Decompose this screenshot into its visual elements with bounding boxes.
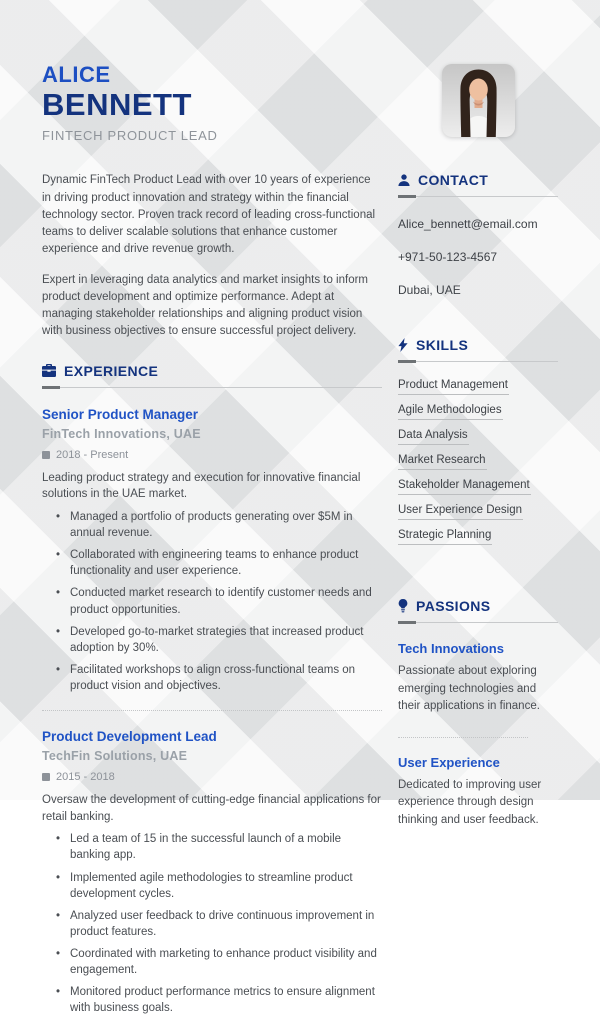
role-title: FINTECH PRODUCT LEAD <box>42 128 218 144</box>
job-bullet-list <box>42 831 382 1016</box>
passions-heading-rule <box>398 621 558 624</box>
skills-section <box>398 337 558 554</box>
experience-divider <box>42 710 382 711</box>
calendar-icon <box>42 773 50 781</box>
job-date-row <box>42 771 382 783</box>
job-dates: 2018 - Present <box>56 448 129 461</box>
job-bullet: • Collaborated with engineering teams to enhance product functionality and user experience. <box>42 547 382 579</box>
summary <box>42 172 382 340</box>
job-bullet: • Led a team of 15 in the successful launch of a mobile banking app. <box>42 831 382 863</box>
first-name: ALICE <box>42 62 111 87</box>
passion-description: Passionate about exploring emerging technologies and their applications in finance. <box>398 665 540 712</box>
skill-tag: User Experience Design <box>398 504 523 520</box>
job-title: Senior Product Manager <box>42 406 199 422</box>
skill-tag: Product Management <box>398 379 509 395</box>
last-name: BENNETT <box>42 87 192 122</box>
summary-paragraph-1: Dynamic FinTech Product Lead with over 10 years of experience in driving product innovation and strategy within the financial technology sector. Proven track record of leading cross-functional teams to deliver scalable solutions that enhance customer experience and drive revenue growth. <box>42 174 376 256</box>
job-description: Oversaw the development of cutting-edge financial applications for retail banking. <box>42 794 381 823</box>
contact-location: Dubai, UAE <box>398 283 461 298</box>
contact-heading-label: CONTACT <box>418 172 489 189</box>
skill-tag: Data Analysis <box>398 429 469 445</box>
skill-tag: Strategic Planning <box>398 529 492 545</box>
job-description: Leading product strategy and execution for innovative financial solutions in the UAE market. <box>42 471 361 501</box>
passion-user-experience <box>398 755 558 829</box>
passion-description: Dedicated to improving user experience through design thinking and user feedback. <box>398 779 542 826</box>
job-bullet: • Managed a portfolio of products generating over $5M in annual revenue. <box>42 509 382 541</box>
job-bullet: • Developed go-to-market strategies that increased product adoption by 30%. <box>42 624 382 656</box>
skills-list <box>398 379 558 554</box>
contact-phone: +971-50-123-4567 <box>398 250 498 265</box>
passion-title: User Experience <box>398 755 500 771</box>
calendar-icon <box>42 451 50 459</box>
job-date-row <box>42 449 382 461</box>
experience-section <box>42 363 382 1016</box>
person-icon <box>398 174 410 187</box>
job-bullet-list <box>42 509 382 694</box>
contact-email: Alice_bennett@email.com <box>398 217 538 232</box>
skills-heading-label: SKILLS <box>416 337 469 354</box>
passions-heading <box>398 598 558 614</box>
lightning-icon <box>398 338 408 352</box>
job-bullet: • Implemented agile methodologies to streamline product development cycles. <box>42 870 382 902</box>
briefcase-icon <box>42 364 56 377</box>
lightbulb-icon <box>398 599 408 613</box>
contact-heading <box>398 172 558 188</box>
contact-heading-rule <box>398 195 558 198</box>
experience-heading-label: EXPERIENCE <box>64 362 159 379</box>
job-company: FinTech Innovations, UAE <box>42 426 201 441</box>
job-entry-product-development-lead <box>42 729 382 1016</box>
experience-heading-rule <box>42 386 382 389</box>
header <box>42 62 558 143</box>
passions-divider <box>398 737 528 738</box>
job-bullet: • Analyzed user feedback to drive continuous improvement in product features. <box>42 908 382 940</box>
main-columns <box>42 172 558 1016</box>
job-bullet: • Facilitated workshops to align cross-functional teams on product vision and objectives. <box>42 662 382 694</box>
left-column <box>42 172 382 1016</box>
profile-photo <box>442 64 515 137</box>
contact-section <box>398 172 558 297</box>
right-column <box>398 172 558 1016</box>
contact-list <box>398 217 558 297</box>
experience-heading <box>42 363 382 379</box>
job-bullet: • Monitored product performance metrics to ensure alignment with business goals. <box>42 984 382 1016</box>
passion-tech-innovations <box>398 641 558 715</box>
skill-tag: Market Research <box>398 454 487 470</box>
passions-heading-label: PASSIONS <box>416 598 491 615</box>
job-dates: 2015 - 2018 <box>56 771 115 783</box>
name-block <box>42 62 218 143</box>
job-company: TechFin Solutions, UAE <box>42 749 188 763</box>
job-entry-senior-product-manager <box>42 407 382 694</box>
profile-photo-illustration <box>442 64 515 137</box>
passion-title: Tech Innovations <box>398 641 504 657</box>
job-title: Product Development Lead <box>42 729 217 744</box>
skills-heading-rule <box>398 360 558 363</box>
skill-tag: Stakeholder Management <box>398 479 531 495</box>
skill-tag: Agile Methodologies <box>398 404 503 420</box>
summary-paragraph-2: Expert in leveraging data analytics and market insights to inform product development and optimize performance. Adept at managing stakeholder relationships and aligning product vision with business objectives to ensure successful project delivery. <box>42 273 368 338</box>
job-bullet: • Coordinated with marketing to enhance product visibility and engagement. <box>42 946 382 978</box>
job-bullet: • Conducted market research to identify customer needs and product opportunities. <box>42 585 382 617</box>
passions-section <box>398 598 558 829</box>
skills-heading <box>398 337 558 353</box>
